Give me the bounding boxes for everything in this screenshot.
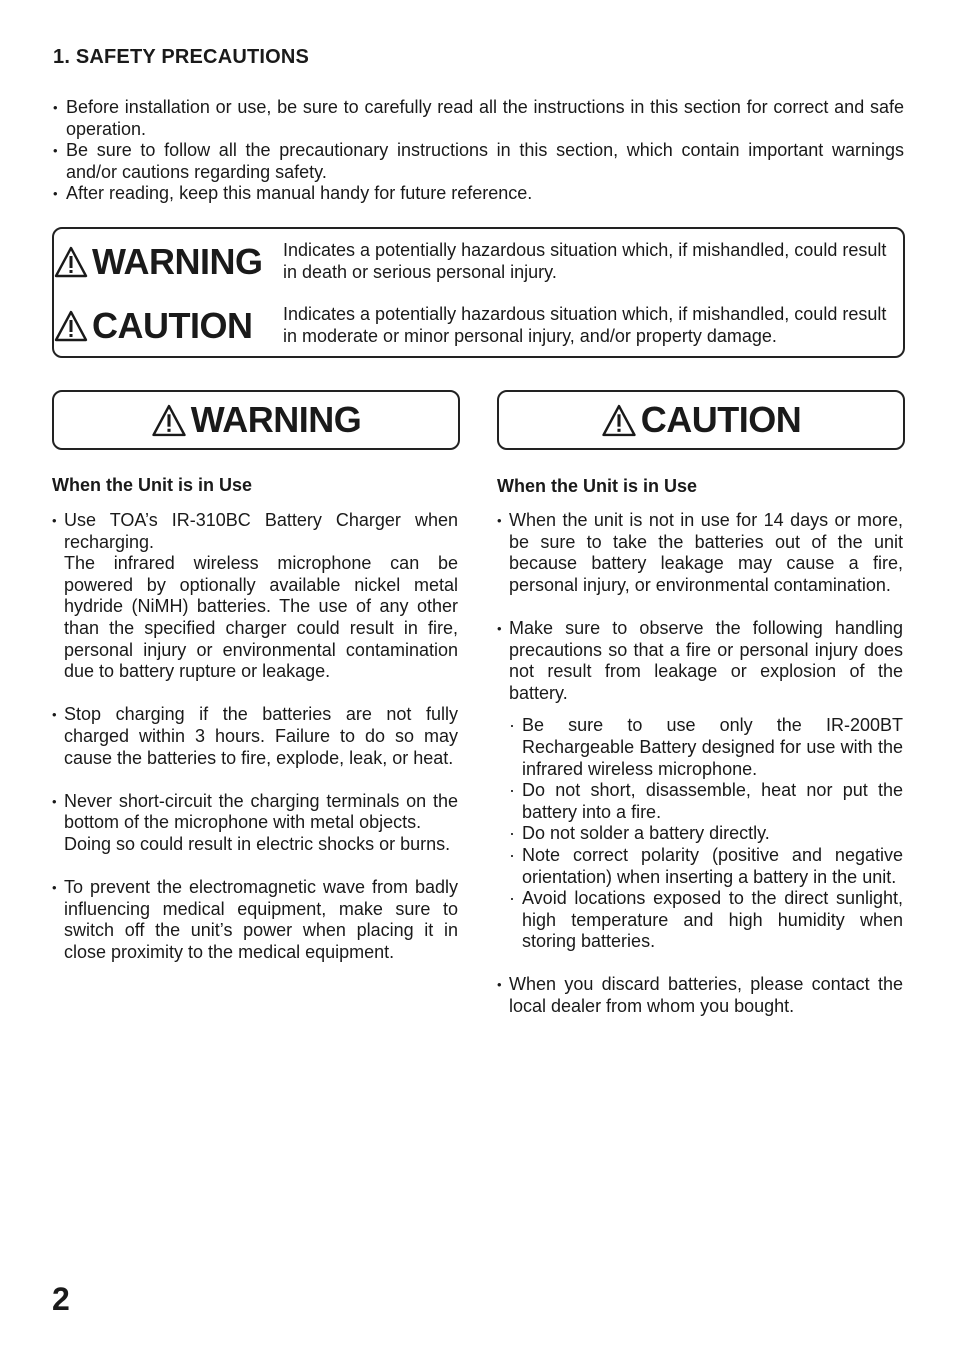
page-number: 2 [52,1281,70,1317]
caution-item-text: • When the unit is not in use for 14 days or more, be sure to take the batteries out of the unit because battery leakage may cause a fire, personal injury, or environmental contamination. [509,510,903,595]
caution-subitem: · Be sure to use only the IR-200BT Rechargeable Battery designed for use with the infrared wireless microphone. [509,715,903,780]
warning-item-detail: The infrared wireless microphone can be powered by optionally available nickel metal hydride (NiMH) batteries. The use of any other than the specified charger could result in fire, personal injury or environmental contamination due to battery rupture or leakage. [64,553,458,682]
caution-definition-label [54,305,253,347]
warning-definition-label [54,241,263,283]
intro-list [53,97,904,205]
section-title: 1. SAFETY PRECAUTIONS [53,46,310,68]
caution-item-text: • Make sure to observe the following handling precautions so that a fire or personal injury does not result from leakage or explosion of the battery. [509,617,903,703]
caution-item-text: • When you discard batteries, please contact the local dealer from whom you bought. [509,974,903,1017]
warning-subheading: When the Unit is in Use [52,475,253,495]
warning-list [52,510,458,985]
caution-triangle-icon [54,310,88,342]
caution-subitem: · Avoid locations exposed to the direct sunlight, high temperature and high humidity when storing batteries. [509,888,903,953]
intro-bullet: • After reading, keep this manual handy for future reference. [53,183,904,205]
warning-heading: WARNING [190,399,362,440]
caution-heading-box [497,390,905,450]
caution-definition-word: CAUTION [92,305,253,346]
caution-definition-text: Indicates a potentially hazardous situation which, if mishandled, could result in moderate or minor personal injury, and/or property damage. [283,304,887,346]
warning-item [52,510,458,683]
caution-subitem: · Do not solder a battery directly. [509,823,903,845]
warning-item [52,877,458,963]
caution-subitem: · Do not short, disassemble, heat nor put the battery into a fire. [509,780,903,823]
caution-item [497,974,903,1017]
caution-triangle-icon [601,404,637,437]
caution-sublist [509,715,903,953]
intro-bullet: • Before installation or use, be sure to carefully read all the instructions in this section for correct and safe operation. [53,97,904,140]
warning-item-text: • Use TOA’s IR-310BC Battery Charger when recharging. [64,510,458,552]
warning-item-text: • Never short-circuit the charging terminals on the bottom of the microphone with metal objects. [64,790,458,833]
warning-item [52,791,458,856]
warning-item-text: • To prevent the electromagnetic wave from badly influencing medical equipment, make sure to switch off the unit’s power when placing it in close proximity to the medical equipment. [64,877,458,962]
caution-item [497,618,903,953]
warning-item-text: • Stop charging if the batteries are not fully charged within 3 hours. Failure to do so may cause the batteries to fire, explode, leak, or heat. [64,704,458,768]
intro-bullet: • Be sure to follow all the precautionary instructions in this section, which contain important warnings and/or cautions regarding safety. [53,140,904,183]
warning-item-detail: Doing so could result in electric shocks or burns. [64,833,451,854]
signal-word-definitions [52,227,905,358]
caution-item [497,510,903,596]
warning-triangle-icon [54,246,88,278]
warning-item [52,704,458,769]
warning-heading-box [52,390,460,450]
warning-definition-text: Indicates a potentially hazardous situation which, if mishandled, could result in death or serious personal injury. [283,240,887,282]
caution-heading: CAUTION [640,399,802,440]
caution-subheading: When the Unit is in Use [497,476,698,496]
caution-list [497,510,903,1039]
warning-definition-word: WARNING [92,241,263,282]
warning-triangle-icon [151,404,187,437]
caution-subitem: · Note correct polarity (positive and negative orientation) when inserting a battery in the unit. [509,845,903,888]
